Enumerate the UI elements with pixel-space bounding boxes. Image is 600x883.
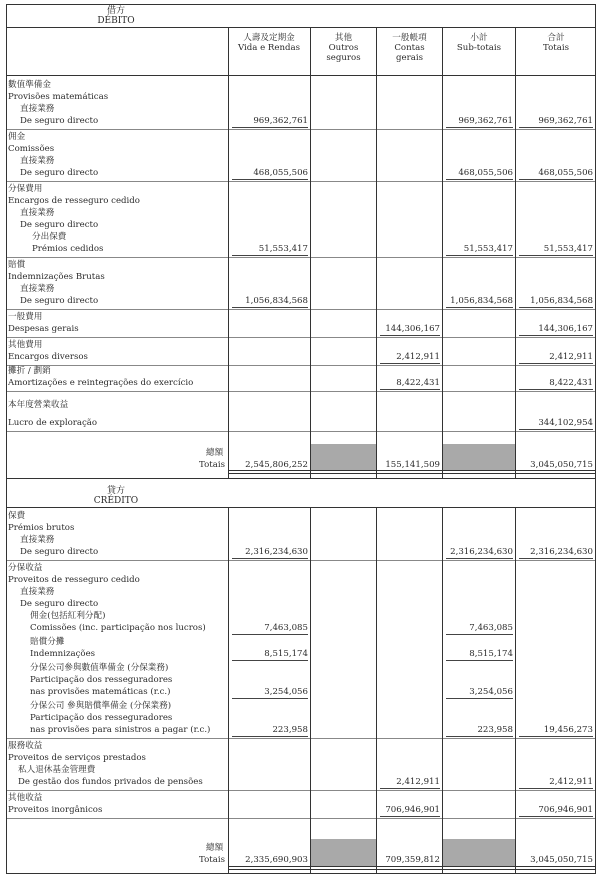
- debit-cell-total: 969,362,761: [538, 116, 593, 126]
- debit-group-divider: [6, 365, 596, 366]
- debit-row-label: 直接業務: [20, 284, 55, 294]
- debit-row-label: Indemnizações Brutas: [8, 272, 105, 282]
- debit-row-label: De seguro directo: [20, 296, 99, 306]
- debit-cell-sub: 51,553,417: [463, 244, 513, 254]
- credit-cell-vida: 3,254,056: [264, 687, 308, 697]
- debit-cell-total: 2,412,911: [549, 352, 593, 362]
- debit-cell-underline: [232, 127, 308, 128]
- credit-row-label: 分保收益: [8, 563, 43, 573]
- debit-cell-underline: [446, 179, 513, 180]
- debit-cell-underline: [380, 335, 440, 336]
- col-contas-pt: Contas gerais: [394, 43, 425, 63]
- credit-row-label: Participação dos resseguradores: [30, 675, 173, 685]
- credit-row-label: 私人退休基金管理費: [18, 765, 96, 775]
- credit-total-contas: 709,359,812: [385, 855, 440, 865]
- debit-cell-sub: 1,056,834,568: [450, 296, 513, 306]
- credit-cell-underline: [446, 634, 513, 635]
- credit-cell-sub: 3,254,056: [469, 687, 513, 697]
- debit-cell-contas: 144,306,167: [385, 324, 440, 334]
- credit-row-label: 直接業務: [20, 535, 55, 545]
- credit-row-label: De seguro directo: [20, 599, 99, 609]
- credit-total-total: 3,045,050,715: [530, 855, 593, 865]
- debit-cell-underline: [446, 255, 513, 256]
- debit-row-label: 直接業務: [20, 156, 55, 166]
- credit-cell-underline: [232, 634, 308, 635]
- debit-cell-underline: [519, 335, 593, 336]
- credit-cell-underline: [232, 660, 308, 661]
- col-contas-cn: 一般帳項: [392, 33, 427, 43]
- debit-cell-underline: [519, 389, 593, 390]
- credit-row-label: nas provisões para sinistros a pagar (r.c.): [30, 725, 211, 735]
- debit-cell-underline: [380, 363, 440, 364]
- debit-cell-contas: 8,422,431: [396, 378, 440, 388]
- credit-cell-underline: [232, 698, 308, 699]
- debit-cell-underline: [232, 179, 308, 180]
- col-total-cn: 合計: [547, 33, 565, 43]
- credit-row-label: Comissões (inc. participação nos lucros): [30, 623, 206, 633]
- debit-group-divider: [6, 337, 596, 338]
- debit-cell-sub: 969,362,761: [458, 116, 513, 126]
- debit-group-divider: [6, 431, 596, 432]
- debit-row-label: Prémios cedidos: [32, 244, 104, 254]
- debit-total-vida: 2,545,806,252: [245, 460, 308, 470]
- debit-cell-underline: [519, 127, 593, 128]
- credit-sub-shading: [443, 839, 515, 866]
- debit-sub-shading: [443, 444, 515, 470]
- col-sub-cn: 小計: [470, 33, 488, 43]
- credit-cell-contas: 706,946,901: [385, 805, 440, 815]
- debit-row-label: Despesas gerais: [8, 324, 79, 334]
- debit-cell-underline: [519, 179, 593, 180]
- debit-title-cn: 借方: [106, 6, 125, 16]
- debit-row-label: Provisões matemáticas: [8, 92, 109, 102]
- debit-row-label: 本年度營業收益: [8, 400, 69, 410]
- credit-cell-sub: 7,463,085: [469, 623, 513, 633]
- credit-row-label: 保費: [8, 511, 26, 521]
- col-sub-pt: Sub-totais: [456, 43, 502, 53]
- debit-totals-label-cn: 總額: [206, 448, 224, 458]
- debit-row-label: 一般費用: [8, 312, 43, 322]
- credit-cell-contas: 2,412,911: [396, 777, 440, 787]
- debit-cell-total: 1,056,834,568: [530, 296, 593, 306]
- credit-row-label: 服務收益: [8, 741, 43, 751]
- credit-cell-underline: [380, 816, 440, 817]
- credit-cell-underline: [380, 788, 440, 789]
- credit-cell-underline: [232, 558, 308, 559]
- debit-row-label: Encargos diversos: [8, 352, 88, 362]
- debit-row-label: De seguro directo: [20, 168, 99, 178]
- credit-cell-underline: [519, 788, 593, 789]
- credit-cell-vida: 8,515,174: [264, 649, 308, 659]
- credit-row-label: 分保公司 參與賠償準備金 (分保業務): [30, 701, 172, 711]
- debit-row-label: Amortizações e reintegrações do exercício: [8, 378, 194, 388]
- debit-row-label: 數值準備金: [8, 80, 51, 90]
- debit-cell-vida: 969,362,761: [253, 116, 308, 126]
- debit-row-label: 直接業務: [20, 104, 55, 114]
- col-vida-pt: Vida e Rendas: [237, 43, 301, 53]
- debit-row-label: De seguro directo: [20, 220, 99, 230]
- debit-row-label: 其他費用: [8, 340, 43, 350]
- debit-cell-total: 144,306,167: [538, 324, 593, 334]
- debit-cell-total: 344,102,954: [538, 418, 593, 428]
- credit-cell-total: 2,412,911: [549, 777, 593, 787]
- debit-cell-sub: 468,055,506: [458, 168, 513, 178]
- debit-cell-underline: [519, 255, 593, 256]
- debit-cell-underline: [519, 307, 593, 308]
- debit-group-divider: [6, 129, 596, 130]
- credit-row-label: Proveitos de resseguro cedido: [8, 575, 140, 585]
- debit-cell-vida: 51,553,417: [258, 244, 308, 254]
- col-outros-pt: Outros seguros: [326, 43, 361, 63]
- credit-totals-label-pt: Totais: [199, 855, 225, 865]
- debit-group-divider: [6, 257, 596, 258]
- debit-row-label: Comissões: [8, 144, 55, 154]
- debit-cell-vida: 1,056,834,568: [245, 296, 308, 306]
- credit-row-label: 其他收益: [8, 793, 43, 803]
- credit-cell-sub: 8,515,174: [469, 649, 513, 659]
- col-total-pt: Totais: [543, 43, 569, 53]
- debit-total-contas: 155,141,509: [385, 460, 440, 470]
- debit-row-label: 攤折 / 劃銷: [8, 366, 51, 376]
- debit-cell-total: 468,055,506: [538, 168, 593, 178]
- credit-row-label: 分保公司參與數值準備金 (分保業務): [30, 663, 169, 673]
- debit-row-label: 分保費用: [8, 184, 43, 194]
- credit-group-divider: [6, 560, 596, 561]
- debit-row-label: Lucro de exploração: [8, 418, 98, 428]
- credit-cell-underline: [446, 736, 513, 737]
- debit-totals-label-pt: Totais: [199, 460, 225, 470]
- debit-cell-underline: [519, 429, 593, 430]
- debit-title-pt: DÉBITO: [97, 16, 135, 26]
- credit-cell-vida: 223,958: [272, 725, 308, 735]
- credit-outros-shading: [311, 839, 376, 866]
- credit-cell-underline: [232, 736, 308, 737]
- debit-cell-underline: [232, 307, 308, 308]
- credit-cell-underline: [446, 660, 513, 661]
- debit-row-label: 直接業務: [20, 208, 55, 218]
- credit-cell-vida: 7,463,085: [264, 623, 308, 633]
- credit-cell-underline: [519, 736, 593, 737]
- credit-cell-total: 19,456,273: [543, 725, 593, 735]
- credit-cell-underline: [519, 816, 593, 817]
- credit-row-label: 直接業務: [20, 587, 55, 597]
- credit-title-pt: CRÉDITO: [93, 496, 139, 506]
- debit-cell-total: 51,553,417: [543, 244, 593, 254]
- credit-row-label: Indemnizações: [30, 649, 96, 659]
- credit-group-divider: [6, 738, 596, 739]
- debit-cell-underline: [232, 255, 308, 256]
- credit-cell-underline: [519, 558, 593, 559]
- credit-row-label: Proveitos de serviços prestados: [8, 753, 146, 763]
- debit-row-label: 分出保費: [32, 232, 67, 242]
- credit-cell-underline: [446, 558, 513, 559]
- credit-row-label: De seguro directo: [20, 547, 99, 557]
- credit-group-divider: [6, 790, 596, 791]
- credit-row-label: Proveitos inorgânicos: [8, 805, 103, 815]
- profit-loss-statement: [6, 4, 596, 874]
- credit-title-cn: 貸方: [106, 486, 125, 496]
- credit-cell-sub: 2,316,234,630: [450, 547, 513, 557]
- credit-total-vida: 2,335,690,903: [245, 855, 308, 865]
- credit-totals-label-cn: 總額: [206, 843, 224, 853]
- credit-cell-underline: [446, 698, 513, 699]
- credit-row-label: Participação dos resseguradores: [30, 713, 173, 723]
- credit-row-label: nas provisões matemáticas (r.c.): [30, 687, 171, 697]
- credit-cell-total: 706,946,901: [538, 805, 593, 815]
- debit-cell-underline: [446, 127, 513, 128]
- col-vida-cn: 人壽及定期金: [243, 33, 295, 43]
- debit-cell-underline: [519, 363, 593, 364]
- debit-cell-underline: [380, 389, 440, 390]
- credit-row-label: De gestão dos fundos privados de pensões: [18, 777, 203, 787]
- credit-row-label: 賠償分攤: [30, 637, 65, 647]
- debit-row-label: Encargos de resseguro cedido: [8, 196, 140, 206]
- credit-cell-vida: 2,316,234,630: [245, 547, 308, 557]
- credit-row-label: Prémios brutos: [8, 523, 75, 533]
- debit-cell-total: 8,422,431: [549, 378, 593, 388]
- credit-group-divider: [6, 818, 596, 819]
- debit-row-label: 賠償: [8, 260, 26, 270]
- debit-row-label: 佣金: [8, 132, 26, 142]
- debit-group-divider: [6, 181, 596, 182]
- debit-total-total: 3,045,050,715: [530, 460, 593, 470]
- debit-cell-contas: 2,412,911: [396, 352, 440, 362]
- debit-cell-vida: 468,055,506: [253, 168, 308, 178]
- debit-group-divider: [6, 391, 596, 392]
- debit-outros-shading: [311, 444, 376, 470]
- credit-row-label: 佣金(包括紅利分配): [30, 611, 106, 621]
- debit-group-divider: [6, 309, 596, 310]
- credit-cell-total: 2,316,234,630: [530, 547, 593, 557]
- credit-cell-sub: 223,958: [477, 725, 513, 735]
- debit-row-label: De seguro directo: [20, 116, 99, 126]
- debit-cell-underline: [446, 307, 513, 308]
- col-outros-cn: 其他: [334, 33, 353, 43]
